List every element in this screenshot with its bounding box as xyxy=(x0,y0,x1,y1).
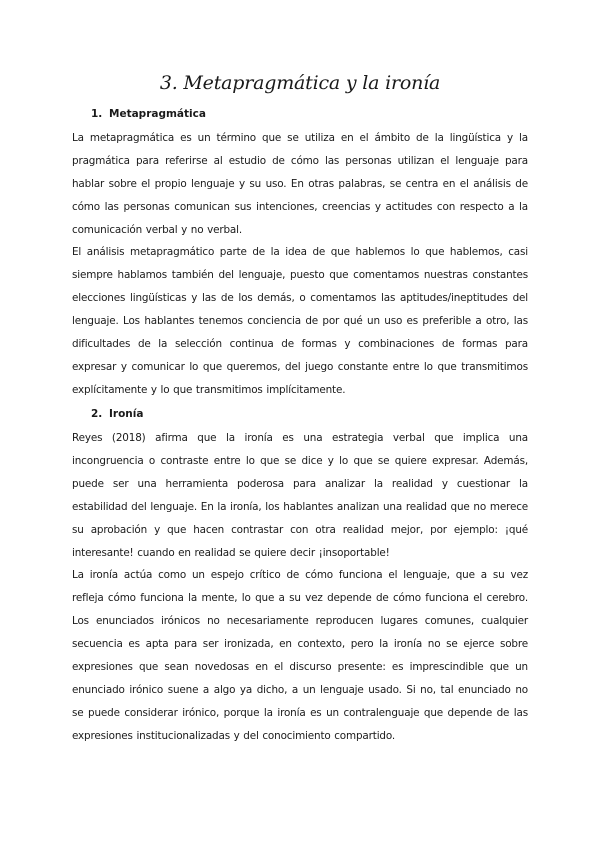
section-heading-text: Ironía xyxy=(109,408,144,420)
section-number: 2. xyxy=(91,408,103,420)
paragraph: La metapragmática es un término que se utiliza en el ámbito de la lingüística y la pragmática para referirse al estudio de cómo las personas utilizan el lenguaje para hablar sobre el propio lenguaje y su uso. En otras palabras, se centra en el análisis de cómo las personas comunican sus intenciones, creencias y actitudes con respecto a la comunicación verbal y no verbal. xyxy=(72,132,528,236)
section-heading-ironia xyxy=(91,408,143,420)
paragraph: La ironía actúa como un espejo crítico de cómo funciona el lenguaje, que a su vez refleja cómo funciona la mente, lo que a su vez depende de cómo funciona el cerebro. Los enunciados irónicos no necesariamente reproducen lugares comunes, cualquier secuencia es apta para ser ironizada, en contexto, pero la ironía no se ejerce sobre expresiones que sean novedosas en el discurso presente: es imprescindible que un enunciado irónico suene a algo ya dicho, a un lenguaje usado. Si no, tal enunciado no se puede considerar irónico, porque la ironía es un contralenguaje que depende de las expresiones institucionalizadas y del conocimiento compartido. xyxy=(72,569,528,742)
section-number: 1. xyxy=(91,108,103,120)
section-heading-text: Metapragmática xyxy=(109,108,206,120)
paragraph: Reyes (2018) afirma que la ironía es una estrategia verbal que implica una incongruencia o contraste entre lo que se dice y lo que se quiere expresar. Además, puede ser una herramienta poderosa para analizar la realidad y cuestionar la estabilidad del lenguaje. En la ironía, los hablantes analizan una realidad que no merece su aprobación y que hacen contrastar con otra realidad mejor, por ejemplo: ¡qué interesante! cuando en realidad se quiere decir ¡insoportable! xyxy=(72,432,528,559)
document-title: 3. Metapragmática y la ironía xyxy=(159,72,441,94)
section-heading-metapragmatica xyxy=(91,108,206,120)
paragraph: El análisis metapragmático parte de la idea de que hablemos lo que hablemos, casi siempre hablamos también del lenguaje, puesto que comentamos nuestras constantes elecciones lingüísticas y las de los demás, o comentamos las aptitudes/ineptitudes del lenguaje. Los hablantes tenemos conciencia de por qué un uso es preferible a otro, las dificultades de la selección continua de formas y combinaciones de formas para expresar y comunicar lo que queremos, del juego constante entre lo que transmitimos explícitamente y lo que transmitimos implícitamente. xyxy=(72,246,528,396)
